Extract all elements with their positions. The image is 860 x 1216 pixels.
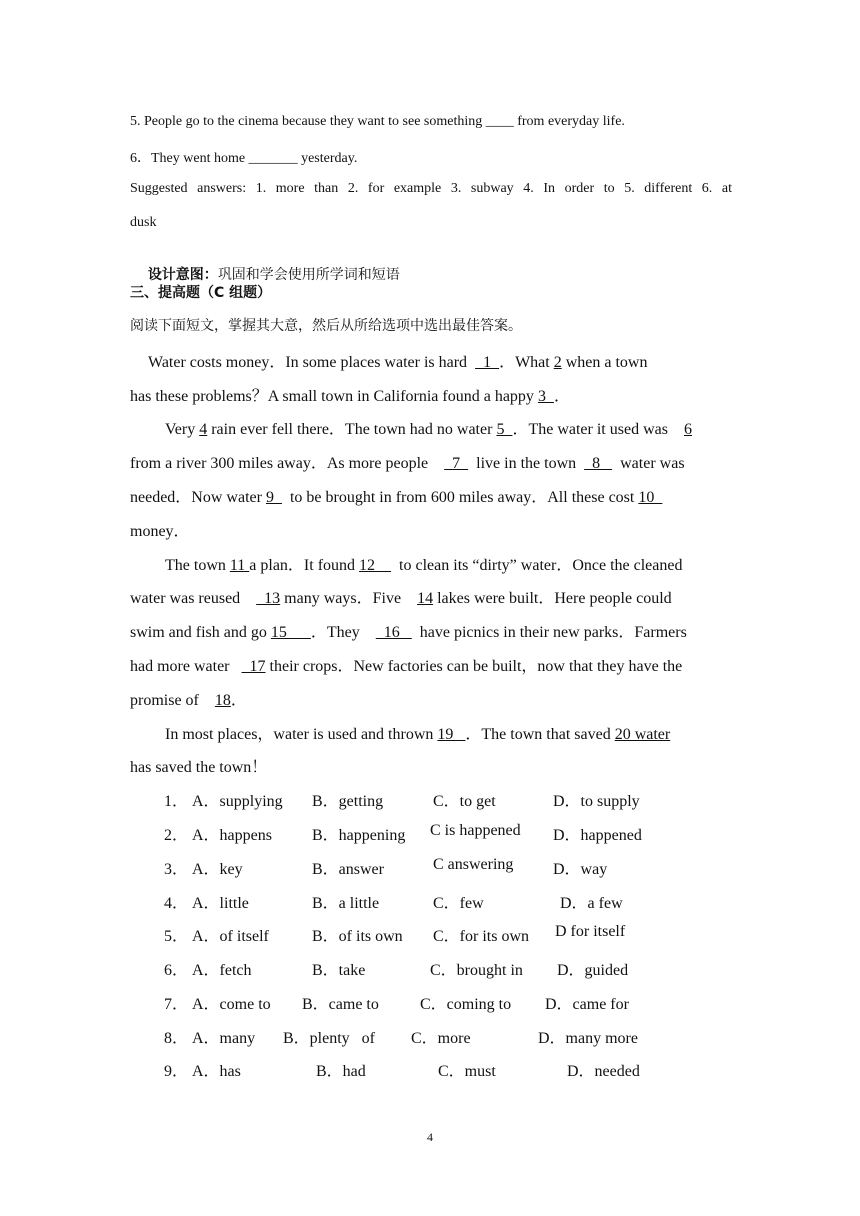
option-a: A．many — [192, 1030, 256, 1047]
passage-line: swim and fish and go 15 ．They 16 have picnics in their new parks．Farmers — [130, 624, 687, 641]
suggested-answers-continued: dusk — [130, 215, 157, 230]
option-c: C．to get — [433, 793, 496, 810]
blank-14: 14 — [417, 590, 434, 607]
passage-line: has saved the town！ — [130, 759, 268, 776]
blank-9: 9 — [265, 489, 282, 506]
option-number: 5． — [164, 928, 189, 945]
passage-line: Water costs money．In some places water is hard 1 ．What 2 when a town — [148, 354, 648, 371]
option-b: B．answer — [312, 861, 384, 878]
passage-line: had more water 17 their crops．New factories can be built，now that they have the — [130, 658, 683, 675]
option-number: 1． — [164, 793, 189, 810]
option-d: D．guided — [557, 962, 629, 979]
blank-12: 12 — [359, 557, 392, 574]
exercise-line-5: 5. People go to the cinema because they want to see something ____ from everyday life. — [130, 114, 625, 129]
blank-3: 3 — [537, 388, 554, 405]
option-d: D．many more — [538, 1030, 638, 1047]
option-c: C．for its own — [433, 928, 530, 945]
passage-line: In most places，water is used and thrown 19 ．The town that saved 20 water — [165, 726, 671, 743]
passage-line: water was reused 13 many ways．Five 14 lakes were built．Here people could — [130, 590, 672, 607]
section-heading: 三、提高题（C 组题） — [130, 285, 272, 301]
option-d: D．needed — [567, 1063, 640, 1080]
passage-line: money． — [130, 523, 190, 540]
blank-2: 2 — [553, 354, 562, 371]
passage-line: Very 4 rain ever fell there．The town had no water 5 ．The water it used was 6 — [165, 421, 692, 438]
option-b: B．plenty of — [283, 1030, 375, 1047]
option-d: D．came for — [545, 996, 629, 1013]
passage-line: The town 11 a plan．It found 12 to clean its “dirty” water．Once the cleaned — [165, 557, 683, 574]
option-a: A．has — [192, 1063, 241, 1080]
blank-15: 15 — [270, 624, 311, 641]
option-b: B．take — [312, 962, 366, 979]
option-c: C．more — [411, 1030, 471, 1047]
blank-11: 11 — [229, 557, 250, 574]
option-c: C．few — [433, 895, 484, 912]
option-b: B．a little — [312, 895, 380, 912]
option-a: A．fetch — [192, 962, 252, 979]
option-a: A．little — [192, 895, 249, 912]
design-intent-label: 设计意图： — [147, 267, 218, 283]
blank-19: 19 — [437, 726, 466, 743]
option-c: C answering — [433, 856, 514, 873]
option-a: A．happens — [192, 827, 272, 844]
blank-13: 13 — [256, 590, 281, 607]
blank-8: 8 — [584, 455, 613, 472]
blank-1: 1 — [475, 354, 500, 371]
suggested-answers-line: Suggested answers: 1. more than 2. for example 3. subway 4. In order to 5. different 6. at — [130, 181, 732, 196]
option-d: D．a few — [560, 895, 623, 912]
exercise-line-6: 6．They went home _______ yesterday. — [130, 151, 358, 166]
passage-line: promise of 18． — [130, 692, 247, 709]
option-number: 6． — [164, 962, 189, 979]
option-number: 4． — [164, 895, 189, 912]
passage-line: needed．Now water 9 to be brought in from 600 miles away．All these cost 10 — [130, 489, 663, 506]
blank-20: 20 water — [614, 726, 671, 743]
option-c: C．must — [438, 1063, 496, 1080]
blank-5: 5 — [496, 421, 513, 438]
section-instruction: 阅读下面短文，掌握其大意，然后从所给选项中选出最佳答案。 — [130, 318, 522, 334]
option-c: C．brought in — [430, 962, 523, 979]
option-c: C．coming to — [420, 996, 512, 1013]
blank-18: 18 — [214, 692, 231, 709]
option-b: B．of its own — [312, 928, 403, 945]
blank-4: 4 — [199, 421, 208, 438]
blank-6: 6 — [683, 421, 692, 438]
option-b: B．happening — [312, 827, 406, 844]
option-a: A．come to — [192, 996, 271, 1013]
option-d: D．to supply — [553, 793, 640, 810]
option-number: 9． — [164, 1063, 189, 1080]
option-b: B．had — [316, 1063, 366, 1080]
option-b: B．getting — [312, 793, 384, 810]
option-number: 8． — [164, 1030, 189, 1047]
design-intent-text: 巩固和学会使用所学词和短语 — [217, 267, 400, 283]
passage-line: from a river 300 miles away．As more people 7 live in the town 8 water was — [130, 455, 685, 472]
option-d: D．happened — [553, 827, 642, 844]
option-number: 7． — [164, 996, 189, 1013]
option-d: D．way — [553, 861, 608, 878]
page-number: 4 — [427, 1130, 433, 1144]
option-number: 2． — [164, 827, 189, 844]
option-a: A．key — [192, 861, 243, 878]
passage-line: has these problems？A small town in California found a happy 3 ． — [130, 388, 570, 405]
blank-10: 10 — [638, 489, 663, 506]
blank-17: 17 — [241, 658, 266, 675]
option-b: B．came to — [302, 996, 379, 1013]
option-number: 3． — [164, 861, 189, 878]
blank-16: 16 — [375, 624, 412, 641]
blank-7: 7 — [444, 455, 469, 472]
option-a: A．of itself — [192, 928, 269, 945]
option-a: A．supplying — [192, 793, 283, 810]
option-d: D for itself — [555, 923, 626, 940]
option-c: C is happened — [430, 822, 521, 839]
